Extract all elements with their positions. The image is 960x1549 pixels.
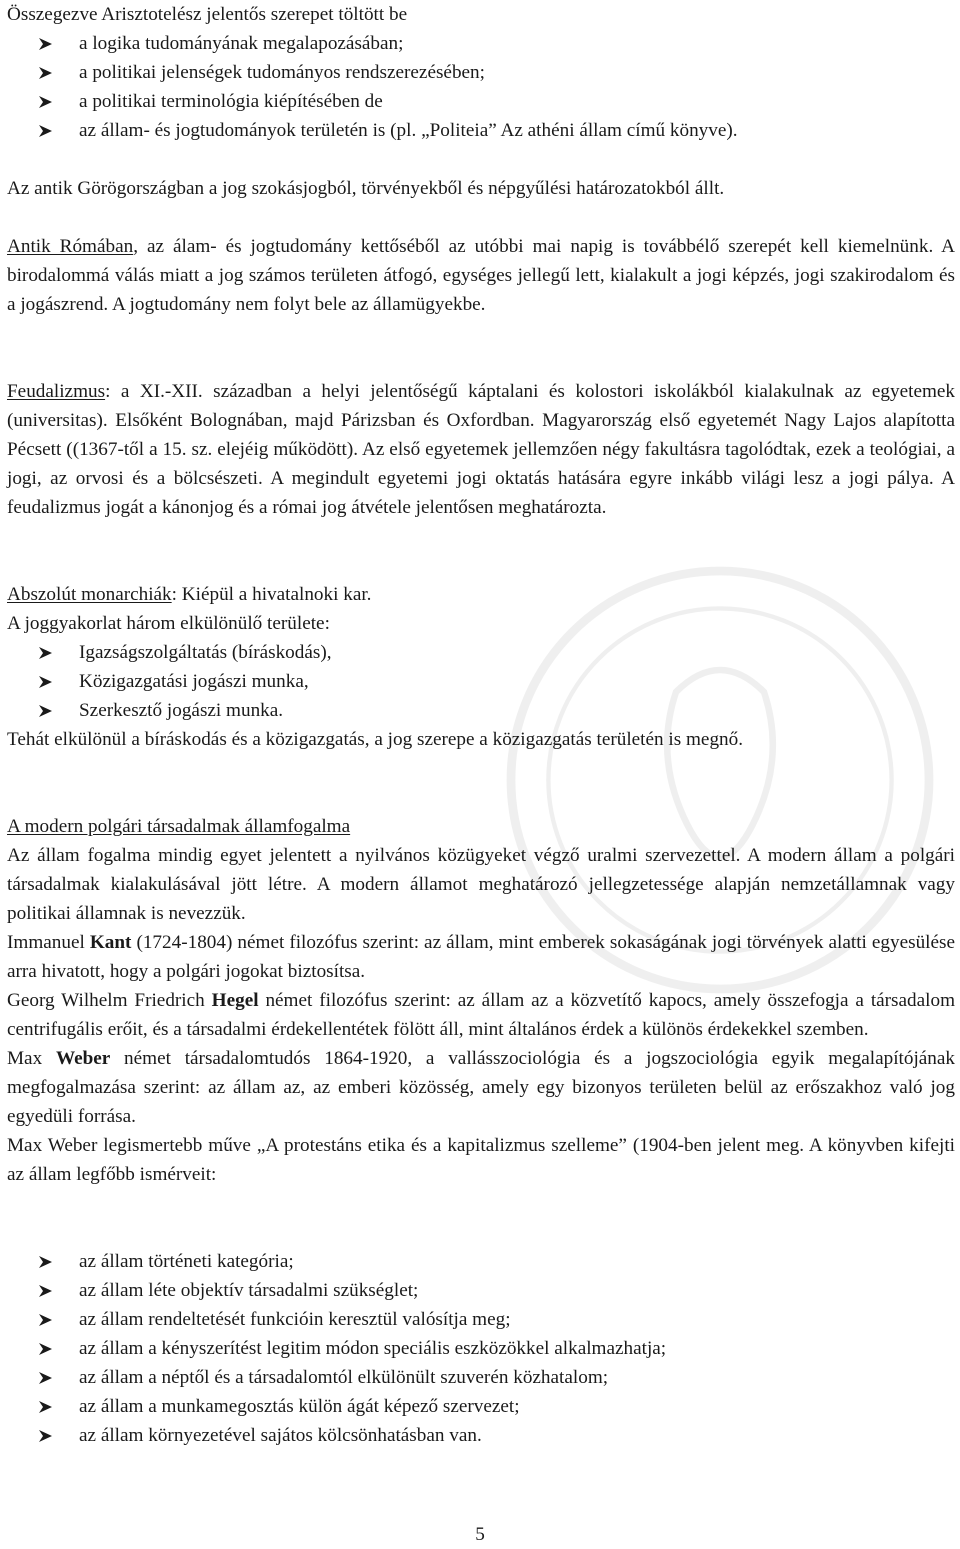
arrow-bullet-icon xyxy=(39,647,52,659)
list-item: a logika tudományának megalapozásában; xyxy=(7,29,955,58)
intro-lead: Összegezve Arisztotelész jelentős szerepet töltött be xyxy=(7,4,408,25)
feudal-heading: Feudalizmus xyxy=(7,381,106,402)
greek-paragraph: Az antik Görögországban a jog szokásjogból, törvényekből és népgyűlési határozatokból állt. xyxy=(7,178,725,199)
modern-paragraph: Az állam fogalma mindig egyet jelentett a nyilvános közügyeket végző uralmi szervezettel. A modern állam a polgári társadalmak kialakulásával jött létre. A modern államot meghatározó jellegzetessége alapján nemzetállamnak vagy politikai államnak is nevezzük. xyxy=(7,845,955,924)
arrow-bullet-icon xyxy=(39,1372,52,1384)
list-item: az állam léte objektív társadalmi szükséglet; xyxy=(7,1276,955,1305)
kant-paragraph: Immanuel Kant (1724-1804) német filozófus szerint: az állam, mint emberek sokaságának jogi törvények alatti egyesülése arra hivatott, hogy a polgári jogokat biztosítsa. xyxy=(7,932,955,982)
list-item: az állam- és jogtudományok területén is (pl. „Politeia” Az athéni állam című könyve). xyxy=(7,116,955,145)
list-item: az állam környezetével sajátos kölcsönhatásban van. xyxy=(7,1421,955,1450)
hegel-name: Hegel xyxy=(211,990,259,1011)
state-traits-list xyxy=(7,1247,955,1450)
list-item: az állam a munkamegosztás külön ágát képező szervezet; xyxy=(7,1392,955,1421)
arrow-bullet-icon xyxy=(39,676,52,688)
practice-list xyxy=(7,638,955,725)
list-item: Szerkesztő jogászi munka. xyxy=(7,696,955,725)
feudal-paragraph: Feudalizmus: a XI.-XII. században a helyi jelentőségű káptalani és kolostori iskolákból kialakulnak az egyetemek (universitas). Elsőként Bolognában, majd Párizsban és Oxfordban. Magyarország első egyetemét Nagy Lajos alapította Pécsett ((1367-től a 15. sz. elejéig működött). Az első egyetemek jellemzően négy fakultásra tagolódtak, ezek a teológiai, a jogi, az orvosi és a bölcsészeti. A megindult egyetemi jogi oktatás hatására egyre inkább világi lesz a jogi pálya. A feudalizmus jogát a kánonjog és a római jog átvétele jelentősen meghatározta. xyxy=(7,381,955,518)
absolute-section xyxy=(7,580,955,754)
arrow-bullet-icon xyxy=(39,1314,52,1326)
intro-list xyxy=(7,29,955,145)
absolute-lead: A joggyakorlat három elkülönülő területe: xyxy=(7,613,330,634)
modern-heading-line xyxy=(7,812,955,841)
list-item: a politikai jelenségek tudományos rendszerezésében; xyxy=(7,58,955,87)
page-number: 5 xyxy=(475,1524,485,1545)
arrow-bullet-icon xyxy=(39,1285,52,1297)
kant-name: Kant xyxy=(89,932,132,953)
list-item: Közigazgatási jogászi munka, xyxy=(7,667,955,696)
list-item: az állam rendeltetését funkcióin keresztül valósítja meg; xyxy=(7,1305,955,1334)
list-item: az állam történeti kategória; xyxy=(7,1247,955,1276)
rome-paragraph: Antik Rómában, az álam- és jogtudomány kettőséből az utóbbi mai napig is továbbélő szerepét kell kiemelnünk. A birodalommá válás miatt a jog számos területen átfogó, egységes jellegű lett, kialakult a jogi képzés, jogi szakirodalom és a jogászrend. A jogtudomány nem folyt bele az államügyekbe. xyxy=(7,236,955,315)
list-item: a politikai terminológia kiépítésében de xyxy=(7,87,955,116)
arrow-bullet-icon xyxy=(39,1343,52,1355)
modern-heading: A modern polgári társadalmak államfogalma xyxy=(7,816,351,837)
list-item: Igazságszolgáltatás (bíráskodás), xyxy=(7,638,955,667)
list-item: az állam a néptől és a társadalomtól elkülönült szuverén közhatalom; xyxy=(7,1363,955,1392)
arrow-bullet-icon xyxy=(39,1401,52,1413)
list-item: az állam a kényszerítést legitim módon speciális eszközökkel alkalmazhatja; xyxy=(7,1334,955,1363)
weber-name: Weber xyxy=(55,1048,111,1069)
arrow-bullet-icon xyxy=(39,705,52,717)
absolute-heading: Abszolút monarchiák xyxy=(7,584,172,605)
arrow-bullet-icon xyxy=(39,1430,52,1442)
weber-paragraph: Max Weber német társadalomtudós 1864-1920, a vallásszociológia és a jogszociológia egyik megalapítójának megfogalmazása szerint: az állam az, az emberi közösség, amely egy bizonyos területen belül az erőszakhoz való jog egyedüli forrása. xyxy=(7,1048,956,1127)
absolute-conclusion: Tehát elkülönül a bíráskodás és a közigazgatás, a jog szerepe a közigazgatás területén is megnő. xyxy=(7,729,744,750)
arrow-bullet-icon xyxy=(39,67,52,79)
weber-book-paragraph: Max Weber legismertebb műve „A protestáns etika és a kapitalizmus szelleme” (1904-ben jelent meg. A könyvben kifejti az állam legfőbb ismérveit: xyxy=(7,1135,955,1185)
intro-section xyxy=(7,0,955,145)
hegel-paragraph: Georg Wilhelm Friedrich Hegel német filozófus szerint: az állam az a közvetítő kapocs, amely összefogja a társadalom centrifugális erőit, és a társadalmi érdekellentétek fölött áll, mint általános érdek a különös érdekekkel szemben. xyxy=(7,990,955,1040)
arrow-bullet-icon xyxy=(39,38,52,50)
arrow-bullet-icon xyxy=(39,96,52,108)
absolute-paragraph: Abszolút monarchiák: Kiépül a hivatalnoki kar. xyxy=(7,584,372,605)
arrow-bullet-icon xyxy=(39,1256,52,1268)
rome-heading: Antik Rómában xyxy=(7,236,134,257)
arrow-bullet-icon xyxy=(39,125,52,137)
modern-section xyxy=(7,812,955,1189)
